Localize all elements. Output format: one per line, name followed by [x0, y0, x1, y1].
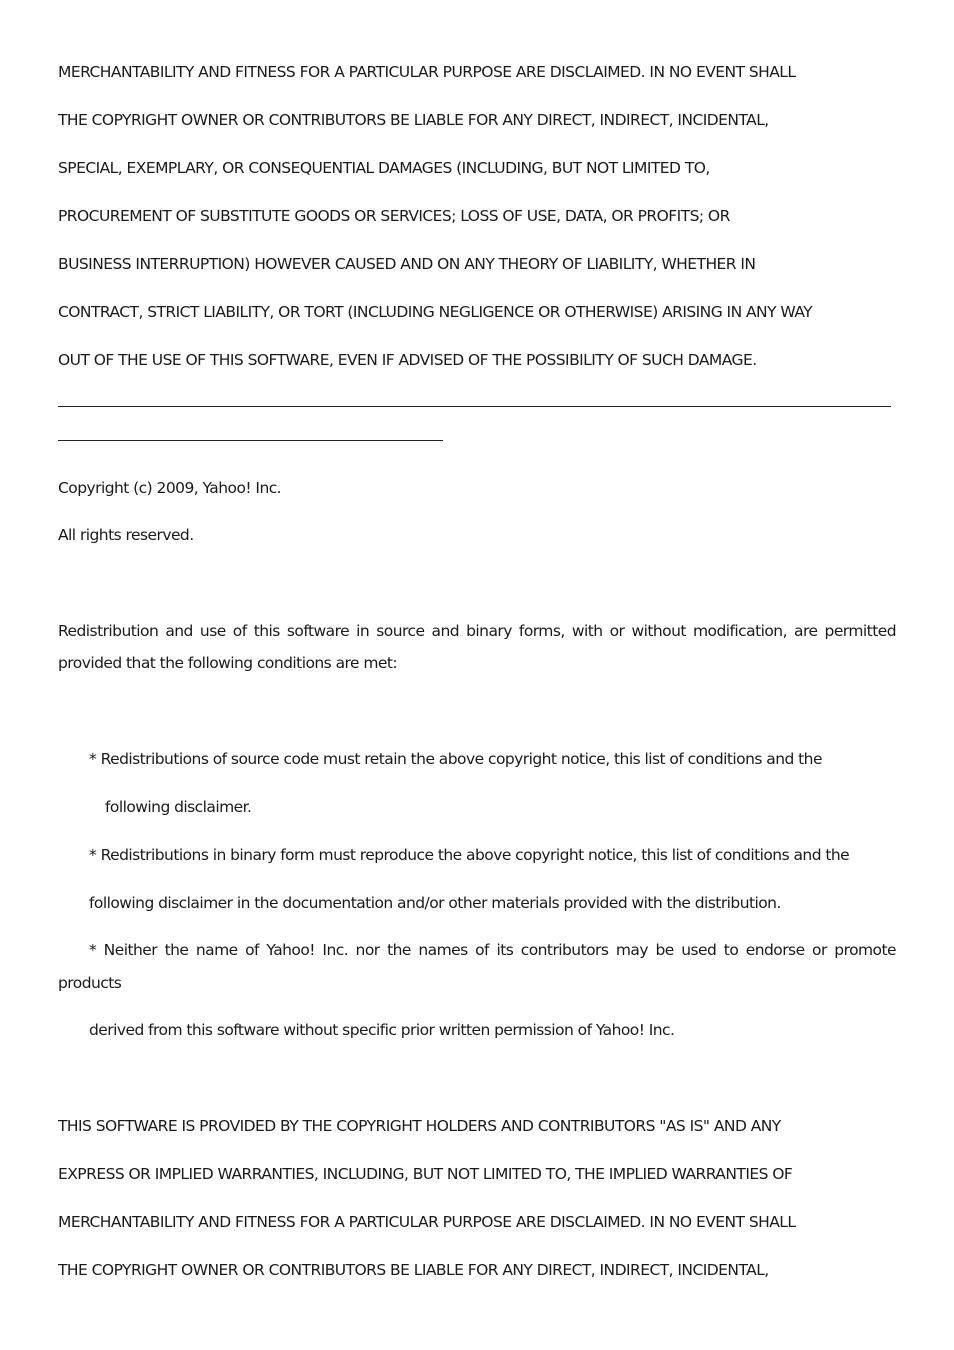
condition-3-line-1: * Neither the name of Yahoo! Inc. nor the names of its contributors may be used to endorse or promote	[89, 941, 896, 959]
warranty-line-1: THIS SOFTWARE IS PROVIDED BY THE COPYRIGHT HOLDERS AND CONTRIBUTORS "AS IS" AND ANY	[58, 1117, 781, 1135]
separator-rule-long	[58, 406, 891, 407]
disclaimer-line-2: THE COPYRIGHT OWNER OR CONTRIBUTORS BE LIABLE FOR ANY DIRECT, INDIRECT, INCIDENTAL,	[58, 111, 769, 129]
disclaimer-line-4: PROCUREMENT OF SUBSTITUTE GOODS OR SERVICES; LOSS OF USE, DATA, OR PROFITS; OR	[58, 207, 730, 225]
warranty-line-3: MERCHANTABILITY AND FITNESS FOR A PARTICULAR PURPOSE ARE DISCLAIMED. IN NO EVENT SHALL	[58, 1213, 796, 1231]
warranty-line-2: EXPRESS OR IMPLIED WARRANTIES, INCLUDING, BUT NOT LIMITED TO, THE IMPLIED WARRANTIES OF	[58, 1165, 793, 1183]
condition-2-line-1: * Redistributions in binary form must reproduce the above copyright notice, this list of conditions and the	[89, 846, 850, 864]
disclaimer-line-6: CONTRACT, STRICT LIABILITY, OR TORT (INCLUDING NEGLIGENCE OR OTHERWISE) ARISING IN ANY WAY	[58, 303, 813, 321]
disclaimer-line-1: MERCHANTABILITY AND FITNESS FOR A PARTICULAR PURPOSE ARE DISCLAIMED. IN NO EVENT SHALL	[58, 63, 796, 81]
condition-1-line-2: following disclaimer.	[105, 798, 252, 816]
disclaimer-line-3: SPECIAL, EXEMPLARY, OR CONSEQUENTIAL DAMAGES (INCLUDING, BUT NOT LIMITED TO,	[58, 159, 710, 177]
separator-rule-short	[58, 440, 443, 441]
warranty-line-4: THE COPYRIGHT OWNER OR CONTRIBUTORS BE LIABLE FOR ANY DIRECT, INDIRECT, INCIDENTAL,	[58, 1261, 769, 1279]
redistribution-intro-line-1: Redistribution and use of this software in source and binary forms, with or without modification, are permitted	[58, 622, 896, 640]
condition-3-line-2: products	[58, 974, 122, 992]
disclaimer-line-5: BUSINESS INTERRUPTION) HOWEVER CAUSED AND ON ANY THEORY OF LIABILITY, WHETHER IN	[58, 255, 756, 273]
redistribution-intro-line-2: provided that the following conditions are met:	[58, 654, 398, 672]
condition-3-line-3: derived from this software without specific prior written permission of Yahoo! Inc.	[89, 1021, 675, 1039]
copyright-notice: Copyright (c) 2009, Yahoo! Inc.	[58, 479, 282, 497]
rights-reserved: All rights reserved.	[58, 526, 194, 544]
condition-2-line-2: following disclaimer in the documentation and/or other materials provided with the distribution.	[89, 894, 781, 912]
disclaimer-line-7: OUT OF THE USE OF THIS SOFTWARE, EVEN IF ADVISED OF THE POSSIBILITY OF SUCH DAMAGE.	[58, 351, 757, 369]
condition-1-line-1: * Redistributions of source code must retain the above copyright notice, this list of conditions and the	[89, 750, 822, 768]
